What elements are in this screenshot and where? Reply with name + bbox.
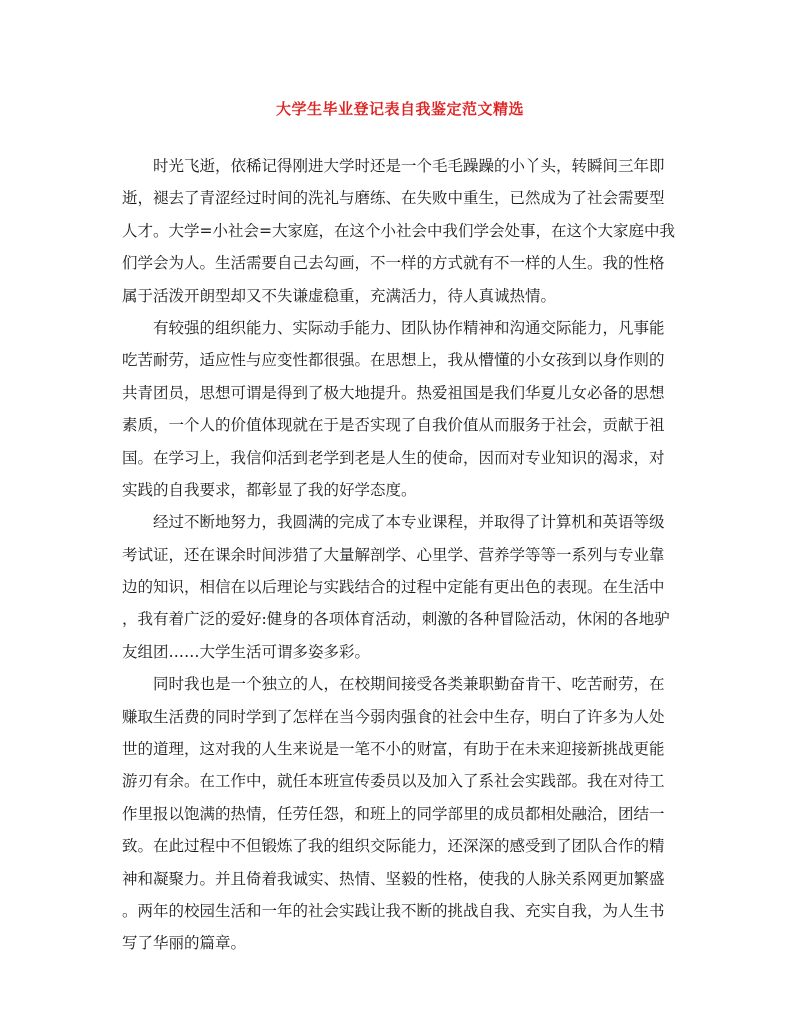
document-body bbox=[122, 150, 680, 960]
text-line: 神和凝聚力。并且倚着我诚实、热情、坚毅的性格，使我的人脉关系网更加繁盛 bbox=[122, 869, 665, 888]
text-line: 边的知识，相信在以后理论与实践结合的过程中定能有更出色的表现。在生活中 bbox=[122, 578, 665, 597]
text-line: ，我有着广泛的爱好:健身的各项体育活动，刺激的各种冒险活动，休闲的各地驴 bbox=[122, 610, 670, 629]
paragraph-4 bbox=[122, 668, 680, 960]
text-line: 时光飞逝，依稀记得刚进大学时还是一个毛毛躁躁的小丫头，转瞬间三年即 bbox=[153, 157, 665, 175]
paragraph-1 bbox=[122, 150, 680, 312]
text-line: 有较强的组织能力、实际动手能力、团队协作精神和沟通交际能力，凡事能 bbox=[153, 318, 665, 337]
text-line: 属于活泼开朗型却又不失谦虚稳重，充满活力，待人真诚热情。 bbox=[122, 286, 557, 305]
text-line: 致。在此过程中不但锻炼了我的组织交际能力，还深深的感受到了团队合作的精 bbox=[122, 837, 665, 856]
document-title: 大学生毕业登记表自我鉴定范文精选 bbox=[275, 100, 524, 118]
text-line: 。两年的校园生活和一年的社会实践让我不断的挑战自我、充实自我，为人生书 bbox=[122, 901, 665, 920]
text-line: 吃苦耐劳，适应性与应变性都很强。在思想上，我从懵懂的小女孩到以身作则的 bbox=[122, 351, 665, 370]
text-line: 作里报以饱满的热情，任劳任怨，和班上的同学部里的成员都相处融洽，团结一 bbox=[122, 804, 665, 823]
text-line: 赚取生活费的同时学到了怎样在当今弱肉强食的社会中生存，明白了许多为人处 bbox=[122, 707, 665, 726]
text-line: 友组团……大学生活可谓多姿多彩。 bbox=[122, 642, 371, 661]
text-line: 素质，一个人的价值体现就在于是否实现了自我价值从而服务于社会，贡献于祖 bbox=[122, 416, 665, 435]
text-line: 逝，褪去了青涩经过时间的洗礼与磨练、在失败中重生，已然成为了社会需要型 bbox=[122, 189, 665, 208]
text-line: 世的道理，这对我的人生来说是一笔不小的财富，有助于在未来迎接新挑战更能 bbox=[122, 740, 665, 759]
text-line: 游刃有余。在工作中，就任本班宣传委员以及加入了系社会实践部。我在对待工 bbox=[122, 772, 665, 791]
text-line: 同时我也是一个独立的人，在校期间接受各类兼职勤奋肯干、吃苦耐劳，在 bbox=[153, 675, 665, 694]
text-line: 写了华丽的篇章。 bbox=[122, 934, 247, 953]
text-line: 共青团员，思想可谓是得到了极大地提升。热爱祖国是我们华夏儿女必备的思想 bbox=[122, 383, 665, 402]
text-line: 实践的自我要求，都彰显了我的好学态度。 bbox=[122, 480, 417, 499]
text-line: 经过不断地努力，我圆满的完成了本专业课程，并取得了计算机和英语等级 bbox=[153, 513, 665, 532]
text-line: 们学会为人。生活需要自己去勾画，不一样的方式就有不一样的人生。我的性格 bbox=[122, 254, 665, 273]
paragraph-3 bbox=[122, 506, 680, 668]
paragraph-2 bbox=[122, 312, 680, 506]
text-line: 人才。大学=小社会=大家庭，在这个小社会中我们学会处事，在这个大家庭中我 bbox=[122, 221, 675, 240]
text-line: 国。在学习上，我信仰活到老学到老是人生的使命，因而对专业知识的渴求，对 bbox=[122, 448, 665, 467]
text-line: 考试证，还在课余时间涉猎了大量解剖学、心里学、营养学等等一系列与专业靠 bbox=[122, 545, 665, 564]
